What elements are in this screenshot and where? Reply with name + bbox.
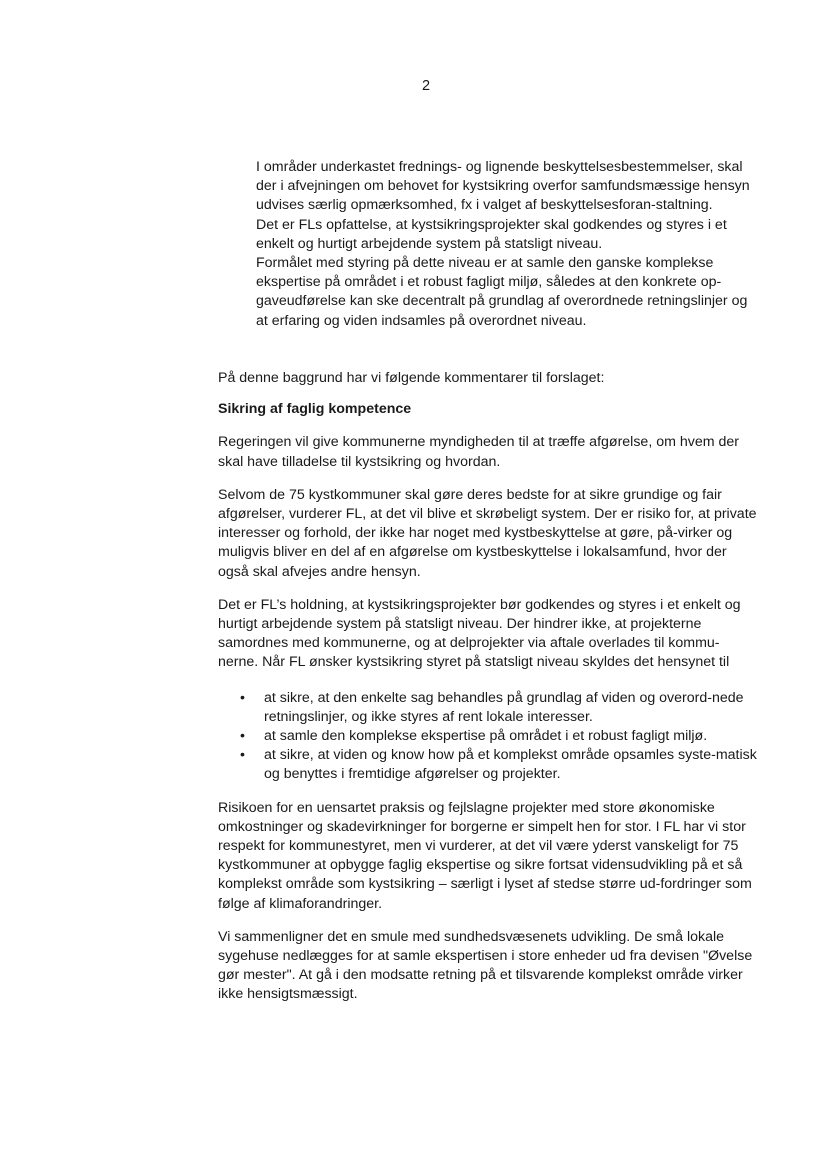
section-heading: Sikring af faglig kompetence bbox=[218, 401, 412, 418]
list-item bbox=[218, 746, 758, 784]
indented-block bbox=[256, 158, 756, 331]
bullet-icon: • bbox=[240, 747, 245, 764]
body-paragraph-state-level: Det er FL’s holdning, at kystsikringsprojekter bør godkendes og styres i et enkelt og hurtigt arbejdende system på statsligt niveau. Der hindrer ikke, at projekterne samordnes med kommunerne, og at delprojekter via aftale overlades til kommu-nerne. Når FL ønsker kystsikring styret på statsligt niveau skyldes det hensynet til bbox=[218, 596, 741, 671]
body-paragraph-fragile-system: Selvom de 75 kystkommuner skal gøre deres bedste for at sikre grundige og fair afgørelser, vurderer FL, at det vil blive et skrøbeligt system. Der er risiko for, at private interesser og forhold, der ikke har noget med kystbeskyttelse at gøre, på-virker og muligvis bliver en del af en afgørelse om kystbeskyttelse i lokalsamfund, hvor der også skal afvejes andre hensyn. bbox=[218, 486, 757, 580]
list-item-text: at sikre, at viden og know how på et komplekst område opsamles syste-matisk og benyttes i fremtidige afgørelser og projekter. bbox=[264, 747, 757, 783]
body-paragraph-healthcare-comparison: Vi sammenligner det en smule med sundhedsvæsenets udvikling. De små lokale sygehuse nedlægges for at samle ekspertisen i store enheder ud fra devisen "Øvelse gør mester". At gå i den modsatte retning på et tilsvarende komplekst område virker ikke hensigtsmæssigt. bbox=[218, 928, 753, 1003]
page-number: 2 bbox=[421, 78, 431, 94]
indented-paragraph-purpose: Formålet med styring på dette niveau er at samle den ganske komplekse ekspertise på området i et robust fagligt miljø, således at den konkrete op-gaveudførelse kan ske decentralt på grundlag af overordnede retningslinjer og at erfaring og viden indsamles på overordnet niveau. bbox=[256, 255, 748, 329]
main-body bbox=[218, 369, 758, 1019]
section-lead-paragraph: Regeringen vil give kommunerne myndigheden til at træffe afgørelse, om hvem der skal have tilladelse til kystsikring og hvordan. bbox=[218, 434, 739, 470]
intro-paragraph: På denne baggrund har vi følgende kommentarer til forslaget: bbox=[218, 370, 605, 386]
bullet-list bbox=[218, 689, 758, 785]
body-paragraph-risk: Risikoen for en uensartet praksis og fejlslagne projekter med store økonomiske omkostninger og skadevirkninger for borgerne er simpelt hen for stor. I FL har vi stor respekt for kommunestyret, men vi vurderer, at det vil være yderst vanskeligt for 75 kystkommuner at opbygge faglig ekspertise og sikre fortsat vidensudvikling på et så komplekst område som kystsikring – særligt i lyset af stedse større ud-fordringer som følge af klimaforandringer. bbox=[218, 799, 752, 912]
list-item-text: at samle den komplekse ekspertise på området i et robust fagligt miljø. bbox=[264, 728, 708, 745]
list-item bbox=[218, 689, 758, 727]
list-item bbox=[218, 727, 758, 746]
bullet-icon: • bbox=[240, 689, 245, 706]
indented-paragraph-protection: I områder underkastet frednings- og lignende beskyttelsesbestemmelser, skal der i afvejningen om behovet for kystsikring overfor samfundsmæssige hensyn udvises særlig opmærksomhed, fx i valget af beskyttelsesforan-staltning. bbox=[256, 159, 750, 214]
bullet-icon: • bbox=[240, 728, 245, 745]
indented-paragraph-opinion: Det er FLs opfattelse, at kystsikringsprojekter skal godkendes og styres i et enkelt og hurtigt arbejdende system på statsligt niveau. bbox=[256, 216, 727, 252]
list-item-text: at sikre, at den enkelte sag behandles på grundlag af viden og overord-nede retningslinjer, og ikke styres af rent lokale interesser. bbox=[264, 689, 744, 725]
